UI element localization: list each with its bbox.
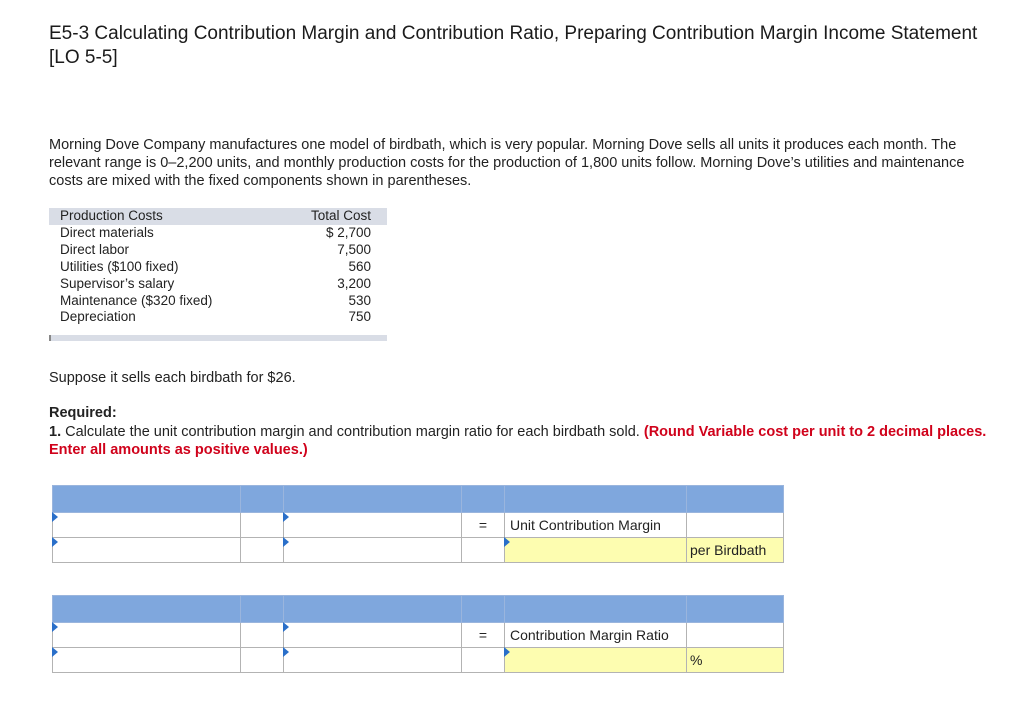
table-row (53, 648, 784, 673)
header-cell (53, 486, 241, 513)
label-dropdown-cell[interactable] (53, 623, 241, 648)
dropdown-marker-icon (283, 537, 289, 547)
dropdown-marker-icon (52, 622, 58, 632)
dropdown-marker-icon (504, 537, 510, 547)
production-costs-table (49, 208, 387, 328)
equals-sign: = (462, 513, 505, 538)
operator-cell[interactable] (241, 623, 284, 648)
cost-label: Utilities ($100 fixed) (60, 258, 179, 274)
problem-intro: Morning Dove Company manufactures one model of birdbath, which is very popular. Morning Dove sells all units it produces each month. The relevant range is 0–2,200 units, and monthly production costs for the production of 1,800 units follow. Morning Dove’s utilities and maintenance costs are mixed with the fixed components shown in parentheses. (49, 137, 965, 189)
header-cell (505, 596, 687, 623)
cost-label: Direct labor (60, 241, 130, 257)
equals-sign: = (462, 623, 505, 648)
cost-label: Supervisor’s salary (60, 275, 175, 291)
dropdown-marker-icon (283, 622, 289, 632)
label-dropdown-cell[interactable] (284, 513, 462, 538)
table-row (53, 513, 784, 538)
dropdown-marker-icon (52, 512, 58, 522)
header-cell (53, 596, 241, 623)
unit-contribution-margin-table (52, 485, 784, 563)
amount-input-cell[interactable] (53, 538, 241, 563)
cost-value: 7,500 (337, 241, 371, 257)
selling-price-text: Suppose it sells each birdbath for $26. (49, 370, 296, 386)
empty-cell (462, 538, 505, 563)
unit-label: % (687, 648, 784, 673)
header-cell (241, 596, 284, 623)
table-header-row (53, 486, 784, 513)
cost-label: Direct materials (60, 224, 154, 240)
page-title: E5-3 Calculating Contribution Margin and Contribution Ratio, Preparing Contribution Margin Income Statement [LO 5-5] (49, 23, 978, 68)
header-cell (687, 486, 784, 513)
table-row (49, 309, 387, 328)
unit-label: per Birdbath (687, 538, 784, 563)
empty-cell (462, 648, 505, 673)
operator-cell[interactable] (241, 538, 284, 563)
required-question (49, 423, 999, 459)
cost-value: $ 2,700 (325, 224, 371, 240)
column-header: Production Costs (49, 208, 270, 225)
contribution-margin-ratio-table (52, 595, 784, 673)
dropdown-marker-icon (283, 647, 289, 657)
cost-value: 750 (348, 309, 371, 325)
result-label: Unit Contribution Margin (505, 513, 687, 538)
dropdown-marker-icon (504, 647, 510, 657)
table-row (53, 538, 784, 563)
contribution-margin-ratio-input[interactable] (505, 648, 687, 673)
table-header-row (49, 208, 387, 225)
header-cell (284, 486, 462, 513)
header-cell (505, 486, 687, 513)
amount-input-cell[interactable] (284, 538, 462, 563)
table-row (53, 623, 784, 648)
header-cell (462, 486, 505, 513)
column-header: Total Cost (270, 208, 388, 225)
table-bottom-bar (49, 335, 387, 341)
header-cell (241, 486, 284, 513)
question-text: Calculate the unit contribution margin and contribution margin ratio for each birdbath sold. (65, 424, 640, 440)
table-row (49, 276, 387, 293)
dropdown-marker-icon (52, 647, 58, 657)
amount-input-cell[interactable] (284, 648, 462, 673)
table-row (49, 242, 387, 259)
table-row (49, 225, 387, 242)
empty-cell (687, 623, 784, 648)
table-header-row (53, 596, 784, 623)
question-number: 1. (49, 424, 62, 440)
table-row (49, 259, 387, 276)
cost-value: 560 (348, 258, 371, 274)
amount-input-cell[interactable] (53, 648, 241, 673)
empty-cell (687, 513, 784, 538)
table-row (49, 293, 387, 310)
cost-value: 3,200 (337, 275, 371, 291)
header-cell (462, 596, 505, 623)
question-instruction: (Round Variable cost per unit to 2 decimal places. Enter all amounts as positive values.) (49, 424, 987, 458)
operator-cell[interactable] (241, 648, 284, 673)
required-heading: Required: (49, 405, 117, 421)
label-dropdown-cell[interactable] (284, 623, 462, 648)
cost-label: Maintenance ($320 fixed) (60, 292, 213, 308)
cost-label: Depreciation (60, 309, 136, 325)
dropdown-marker-icon (283, 512, 289, 522)
header-cell (687, 596, 784, 623)
result-label: Contribution Margin Ratio (505, 623, 687, 648)
label-dropdown-cell[interactable] (53, 513, 241, 538)
unit-contribution-margin-input[interactable] (505, 538, 687, 563)
cost-value: 530 (348, 292, 371, 308)
operator-cell[interactable] (241, 513, 284, 538)
dropdown-marker-icon (52, 537, 58, 547)
header-cell (284, 596, 462, 623)
